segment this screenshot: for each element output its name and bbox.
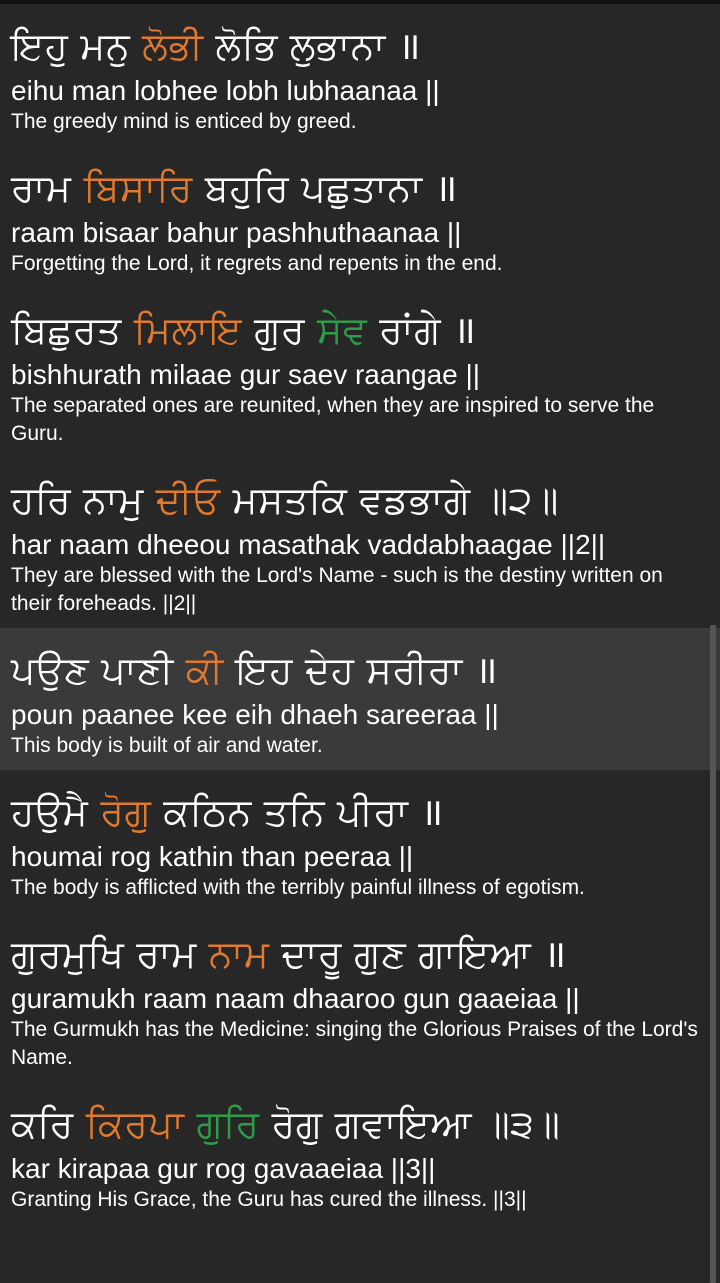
gurmukhi-word: ਨਾਮ (208, 932, 270, 976)
translation: The greedy mind is enticed by greed. (11, 110, 357, 133)
gurmukhi-word: ਬਿਸਾਰਿ (83, 166, 193, 210)
transliteration: raam bisaar bahur pashhuthaanaa || (11, 217, 462, 248)
gurmukhi-word: ਇਹੁ (11, 24, 69, 68)
translation: Granting His Grace, the Guru has cured the illness. ||3|| (11, 1188, 527, 1211)
translation: The body is afflicted with the terribly painful illness of egotism. (11, 876, 585, 899)
transliteration: kar kirapaa gur rog gavaaeiaa ||3|| (11, 1153, 436, 1184)
gurmukhi-word: ਗੁਣ (354, 932, 407, 976)
transliteration: eihu man lobhee lobh lubhaanaa || (11, 75, 440, 106)
gurmukhi-line (11, 306, 708, 354)
gurmukhi-word: ਦੇਹ (305, 648, 355, 692)
gurmukhi-word: ਗੁਰ (254, 308, 306, 352)
gurmukhi-word: ਨਾਮੁ (83, 478, 144, 522)
gurmukhi-word: ਗਵਾਇਆ (334, 1102, 473, 1146)
transliteration: houmai rog kathin than peeraa || (11, 841, 414, 872)
gurmukhi-word: ਲੁਭਾਨਾ (289, 24, 386, 68)
gurmukhi-word: ॥ (452, 308, 477, 352)
gurmukhi-word: ਮਿਲਾਇ (133, 308, 243, 352)
gurmukhi-word: ਤਨਿ (263, 790, 326, 834)
gurmukhi-word: ॥ (397, 24, 421, 68)
gurmukhi-word: ਦੀਓ (155, 478, 221, 522)
translation: The Gurmukh has the Medicine: singing the Glorious Praises of the Lord's Name. (11, 1018, 698, 1069)
gurmukhi-line (11, 930, 708, 978)
translation: They are blessed with the Lord's Name - such is the destiny written on their foreheads. ||2|| (11, 564, 663, 615)
gurmukhi-word: ॥ (474, 648, 499, 692)
transliteration: poun paanee kee eih dhaeh sareeraa || (11, 699, 499, 730)
translation: This body is built of air and water. (11, 734, 323, 757)
gurmukhi-word: ॥੩॥ (484, 1102, 561, 1146)
gurmukhi-word: ਇਹ (235, 648, 294, 692)
verse-item[interactable] (0, 628, 720, 770)
gurmukhi-line (11, 22, 708, 70)
verse-item[interactable] (0, 912, 720, 1082)
translation: Forgetting the Lord, it regrets and repents in the end. (11, 252, 503, 275)
gurmukhi-line (11, 646, 708, 694)
gurmukhi-word: ਪਾਣੀ (101, 648, 174, 692)
gurmukhi-word: ਕਿਰਪਾ (85, 1102, 185, 1146)
gurmukhi-word: ਪੀਰਾ (337, 790, 409, 834)
gurmukhi-line (11, 164, 708, 212)
gurmukhi-line (11, 1100, 708, 1148)
gurmukhi-word: ਰਾਮ (136, 932, 197, 976)
gurmukhi-word: ਲੋਭਿ (215, 24, 278, 68)
gurmukhi-word: ਕੀ (185, 648, 224, 692)
transliteration: har naam dheeou masathak vaddabhaagae ||2|| (11, 529, 606, 560)
verse-item[interactable] (0, 770, 720, 912)
translation: The separated ones are reunited, when they are inspired to serve the Guru. (11, 394, 655, 445)
gurmukhi-word: ਰੋਗੁ (100, 790, 152, 834)
gurmukhi-word: ਰੋਗੁ (271, 1102, 323, 1146)
gurmukhi-word: ਰਾਮ (11, 166, 72, 210)
gurmukhi-word: ਗੁਰਮੁਖਿ (11, 932, 125, 976)
verse-item[interactable] (0, 288, 720, 458)
gurmukhi-word: ॥ (420, 790, 444, 834)
verse-item[interactable] (0, 4, 720, 146)
gurmukhi-word: ॥ (543, 932, 567, 976)
transliteration: bishhurath milaae gur saev raangae || (11, 359, 481, 390)
gurmukhi-word: ਬਹੁਰਿ (204, 166, 290, 210)
gurmukhi-word: ਲੋਭੀ (142, 24, 204, 68)
verse-list[interactable] (0, 4, 720, 1224)
gurmukhi-word: ਕਰਿ (11, 1102, 74, 1146)
gurmukhi-line (11, 788, 708, 836)
gurmukhi-word: ਪਉਣ (11, 648, 90, 692)
gurmukhi-word: ਹਉਮੈ (11, 790, 89, 834)
gurmukhi-line (11, 476, 708, 524)
verse-item[interactable] (0, 146, 720, 288)
gurmukhi-word: ਵਡਭਾਗੇ (359, 478, 471, 522)
gurmukhi-word: ਰਾਂਗੇ (379, 308, 441, 352)
gurmukhi-word: ਹਰਿ (11, 478, 72, 522)
gurmukhi-word: ਕਠਿਨ (163, 790, 252, 834)
gurmukhi-word: ॥੨॥ (482, 478, 559, 522)
gurmukhi-word: ਬਿਛੁਰਤ (11, 308, 122, 352)
gurmukhi-word: ਗਾਇਆ (418, 932, 532, 976)
scrollbar[interactable] (710, 625, 716, 1283)
verse-item[interactable] (0, 1082, 720, 1224)
gurmukhi-word: ਪਛੁਤਾਨਾ (301, 166, 423, 210)
gurmukhi-word: ਮਸਤਕਿ (232, 478, 348, 522)
transliteration: guramukh raam naam dhaaroo gun gaaeiaa || (11, 983, 580, 1014)
gurmukhi-word: ਗੁਰਿ (196, 1102, 260, 1146)
verse-item[interactable] (0, 458, 720, 628)
gurmukhi-word: ਸਰੀਰਾ (366, 648, 463, 692)
gurmukhi-word: ਮਨੁ (80, 24, 131, 68)
gurmukhi-word: ਦਾਰੂ (281, 932, 342, 976)
gurmukhi-word: ॥ (434, 166, 458, 210)
gurmukhi-word: ਸੇਵ (317, 308, 368, 352)
